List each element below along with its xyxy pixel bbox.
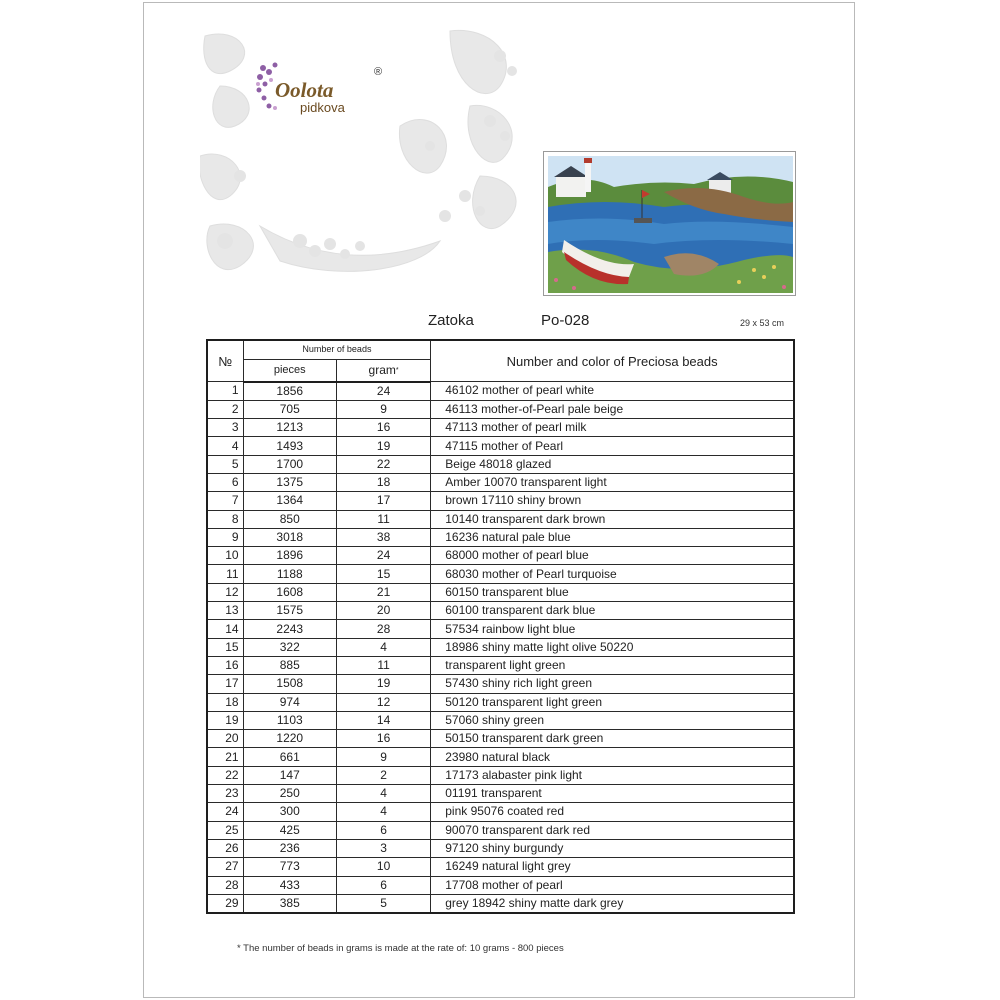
row-pieces: 1364 bbox=[243, 492, 336, 510]
row-gram: 28 bbox=[336, 620, 430, 638]
row-description: 01191 transparent bbox=[431, 785, 794, 803]
table-row bbox=[207, 693, 794, 711]
table-row bbox=[207, 858, 794, 876]
row-pieces: 885 bbox=[243, 656, 336, 674]
table-row bbox=[207, 656, 794, 674]
row-description: 50120 transparent light green bbox=[431, 693, 794, 711]
table-row bbox=[207, 565, 794, 583]
bead-table bbox=[206, 339, 795, 914]
row-gram: 3 bbox=[336, 839, 430, 857]
row-description: 97120 shiny burgundy bbox=[431, 839, 794, 857]
row-gram: 4 bbox=[336, 785, 430, 803]
row-gram: 19 bbox=[336, 437, 430, 455]
table-row bbox=[207, 748, 794, 766]
row-pieces: 385 bbox=[243, 894, 336, 913]
row-description: 17708 mother of pearl bbox=[431, 876, 794, 894]
brand-subtitle: pidkova bbox=[300, 100, 345, 115]
column-header-description: Number and color of Preciosa beads bbox=[431, 340, 794, 382]
table-row bbox=[207, 400, 794, 418]
row-pieces: 1103 bbox=[243, 711, 336, 729]
table-row bbox=[207, 419, 794, 437]
table-row bbox=[207, 876, 794, 894]
row-gram: 22 bbox=[336, 455, 430, 473]
row-pieces: 300 bbox=[243, 803, 336, 821]
row-number: 2 bbox=[207, 400, 243, 418]
row-pieces: 1856 bbox=[243, 382, 336, 401]
row-number: 10 bbox=[207, 547, 243, 565]
column-header-pieces: pieces bbox=[243, 359, 336, 381]
row-description: 47113 mother of pearl milk bbox=[431, 419, 794, 437]
row-number: 7 bbox=[207, 492, 243, 510]
registered-mark: ® bbox=[374, 66, 383, 78]
table-row bbox=[207, 675, 794, 693]
table-row bbox=[207, 382, 794, 401]
row-pieces: 1575 bbox=[243, 602, 336, 620]
row-description: 23980 natural black bbox=[431, 748, 794, 766]
row-number: 14 bbox=[207, 620, 243, 638]
row-description: 57534 rainbow light blue bbox=[431, 620, 794, 638]
row-number: 29 bbox=[207, 894, 243, 913]
row-gram: 4 bbox=[336, 638, 430, 656]
table-row bbox=[207, 473, 794, 491]
row-number: 1 bbox=[207, 382, 243, 401]
row-number: 28 bbox=[207, 876, 243, 894]
row-pieces: 1508 bbox=[243, 675, 336, 693]
table-row bbox=[207, 766, 794, 784]
row-pieces: 850 bbox=[243, 510, 336, 528]
row-number: 15 bbox=[207, 638, 243, 656]
row-number: 24 bbox=[207, 803, 243, 821]
row-description: 60100 transparent dark blue bbox=[431, 602, 794, 620]
row-gram: 38 bbox=[336, 528, 430, 546]
row-number: 11 bbox=[207, 565, 243, 583]
table-row bbox=[207, 803, 794, 821]
row-gram: 16 bbox=[336, 419, 430, 437]
row-gram: 21 bbox=[336, 583, 430, 601]
row-description: 10140 transparent dark brown bbox=[431, 510, 794, 528]
pattern-name: Zatoka bbox=[428, 312, 474, 329]
row-description: 16249 natural light grey bbox=[431, 858, 794, 876]
bay-scene-image bbox=[544, 152, 796, 296]
table-row bbox=[207, 547, 794, 565]
row-gram: 6 bbox=[336, 876, 430, 894]
row-description: 50150 transparent dark green bbox=[431, 730, 794, 748]
table-row bbox=[207, 785, 794, 803]
table-row bbox=[207, 821, 794, 839]
column-header-number: № bbox=[207, 340, 243, 382]
row-pieces: 250 bbox=[243, 785, 336, 803]
row-number: 21 bbox=[207, 748, 243, 766]
row-number: 6 bbox=[207, 473, 243, 491]
row-pieces: 1608 bbox=[243, 583, 336, 601]
row-gram: 10 bbox=[336, 858, 430, 876]
row-number: 16 bbox=[207, 656, 243, 674]
row-number: 17 bbox=[207, 675, 243, 693]
row-pieces: 705 bbox=[243, 400, 336, 418]
row-number: 23 bbox=[207, 785, 243, 803]
gram-footnote-mark: * bbox=[395, 366, 399, 374]
row-gram: 14 bbox=[336, 711, 430, 729]
row-description: 60150 transparent blue bbox=[431, 583, 794, 601]
row-description: Beige 48018 glazed bbox=[431, 455, 794, 473]
row-pieces: 1375 bbox=[243, 473, 336, 491]
row-description: 18986 shiny matte light olive 50220 bbox=[431, 638, 794, 656]
row-description: 68030 mother of Pearl turquoise bbox=[431, 565, 794, 583]
row-description: 16236 natural pale blue bbox=[431, 528, 794, 546]
pattern-code: Po-028 bbox=[541, 312, 590, 329]
row-number: 25 bbox=[207, 821, 243, 839]
row-pieces: 1188 bbox=[243, 565, 336, 583]
row-gram: 4 bbox=[336, 803, 430, 821]
row-number: 27 bbox=[207, 858, 243, 876]
row-number: 9 bbox=[207, 528, 243, 546]
row-gram: 24 bbox=[336, 547, 430, 565]
row-number: 13 bbox=[207, 602, 243, 620]
gram-label: gram bbox=[368, 362, 396, 377]
row-pieces: 425 bbox=[243, 821, 336, 839]
row-description: 57430 shiny rich light green bbox=[431, 675, 794, 693]
row-gram: 2 bbox=[336, 766, 430, 784]
row-pieces: 236 bbox=[243, 839, 336, 857]
row-number: 18 bbox=[207, 693, 243, 711]
brand-name: Oolota bbox=[275, 78, 334, 102]
row-gram: 20 bbox=[336, 602, 430, 620]
row-number: 8 bbox=[207, 510, 243, 528]
row-gram: 18 bbox=[336, 473, 430, 491]
row-pieces: 1700 bbox=[243, 455, 336, 473]
row-description: grey 18942 shiny matte dark grey bbox=[431, 894, 794, 913]
row-gram: 16 bbox=[336, 730, 430, 748]
row-number: 5 bbox=[207, 455, 243, 473]
row-gram: 12 bbox=[336, 693, 430, 711]
row-gram: 5 bbox=[336, 894, 430, 913]
row-gram: 6 bbox=[336, 821, 430, 839]
row-gram: 9 bbox=[336, 400, 430, 418]
row-number: 26 bbox=[207, 839, 243, 857]
row-number: 20 bbox=[207, 730, 243, 748]
bead-rows bbox=[207, 382, 794, 914]
row-gram: 11 bbox=[336, 656, 430, 674]
row-gram: 15 bbox=[336, 565, 430, 583]
row-pieces: 433 bbox=[243, 876, 336, 894]
row-gram: 9 bbox=[336, 748, 430, 766]
row-description: 90070 transparent dark red bbox=[431, 821, 794, 839]
brand-logo bbox=[255, 62, 405, 122]
table-row bbox=[207, 620, 794, 638]
row-pieces: 1213 bbox=[243, 419, 336, 437]
row-description: pink 95076 coated red bbox=[431, 803, 794, 821]
row-description: 57060 shiny green bbox=[431, 711, 794, 729]
table-row bbox=[207, 638, 794, 656]
row-pieces: 773 bbox=[243, 858, 336, 876]
row-number: 19 bbox=[207, 711, 243, 729]
row-pieces: 147 bbox=[243, 766, 336, 784]
row-gram: 17 bbox=[336, 492, 430, 510]
footnote: * The number of beads in grams is made at the rate of: 10 grams - 800 pieces bbox=[237, 943, 564, 954]
product-picture bbox=[543, 151, 796, 296]
pattern-size: 29 x 53 cm bbox=[740, 318, 785, 328]
table-row bbox=[207, 510, 794, 528]
row-pieces: 1220 bbox=[243, 730, 336, 748]
row-number: 22 bbox=[207, 766, 243, 784]
row-pieces: 2243 bbox=[243, 620, 336, 638]
row-gram: 19 bbox=[336, 675, 430, 693]
table-row bbox=[207, 492, 794, 510]
row-description: 68000 mother of pearl blue bbox=[431, 547, 794, 565]
row-description: transparent light green bbox=[431, 656, 794, 674]
table-row bbox=[207, 730, 794, 748]
row-pieces: 3018 bbox=[243, 528, 336, 546]
table-row bbox=[207, 711, 794, 729]
column-header-gram bbox=[336, 359, 430, 381]
row-pieces: 1896 bbox=[243, 547, 336, 565]
table-row bbox=[207, 839, 794, 857]
row-number: 4 bbox=[207, 437, 243, 455]
table-row bbox=[207, 894, 794, 913]
row-description: brown 17110 shiny brown bbox=[431, 492, 794, 510]
row-description: 46102 mother of pearl white bbox=[431, 382, 794, 401]
row-description: 46113 mother-of-Pearl pale beige bbox=[431, 400, 794, 418]
row-gram: 11 bbox=[336, 510, 430, 528]
row-gram: 24 bbox=[336, 382, 430, 401]
table-row bbox=[207, 455, 794, 473]
table-row bbox=[207, 583, 794, 601]
row-number: 12 bbox=[207, 583, 243, 601]
row-pieces: 661 bbox=[243, 748, 336, 766]
table-row bbox=[207, 528, 794, 546]
row-description: 17173 alabaster pink light bbox=[431, 766, 794, 784]
row-description: 47115 mother of Pearl bbox=[431, 437, 794, 455]
row-pieces: 1493 bbox=[243, 437, 336, 455]
table-row bbox=[207, 602, 794, 620]
row-description: Amber 10070 transparent light bbox=[431, 473, 794, 491]
table-row bbox=[207, 437, 794, 455]
row-number: 3 bbox=[207, 419, 243, 437]
column-group-number-of-beads: Number of beads bbox=[243, 340, 431, 359]
row-pieces: 974 bbox=[243, 693, 336, 711]
row-pieces: 322 bbox=[243, 638, 336, 656]
